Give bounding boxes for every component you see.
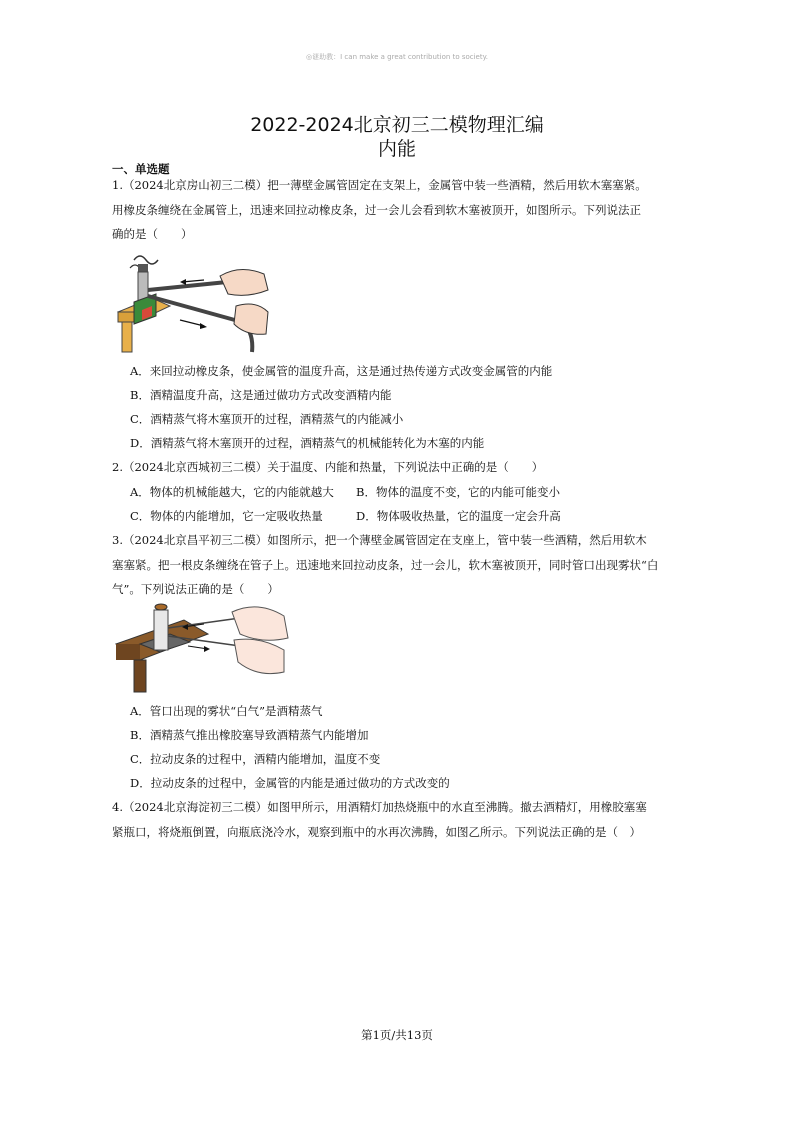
q2-text-line: 2.（2024北京西城初三二模）关于温度、内能和热量，下列说法中正确的是（ ）: [112, 460, 544, 474]
q3-text-line: 塞塞紧。把一根皮条缠绕在管子上。迅速地来回拉动皮条，过一会儿，软木塞被顶开，同时管口出现雾状“白: [112, 558, 659, 572]
q3-figure-metal-tube-pulling-strip: [112, 600, 290, 696]
q1-option-c: C．酒精蒸气将木塞顶开的过程，酒精蒸气的内能减小: [130, 412, 404, 426]
q2-option-a: A．物体的机械能越大，它的内能就越大: [130, 485, 334, 499]
q3-option-d: D．拉动皮条的过程中，金属管的内能是通过做功的方式改变的: [130, 776, 450, 790]
q1-option-b: B．酒精温度升高，这是通过做功方式改变酒精内能: [130, 388, 392, 402]
q4-text-line: 4.（2024北京海淀初三二模）如图甲所示，用酒精灯加热烧瓶中的水直至沸腾。撤去酒精灯，用橡胶塞塞: [112, 800, 647, 814]
document-title: 2022-2024北京初三二模物理汇编: [250, 114, 544, 136]
q3-option-b: B．酒精蒸气推出橡胶塞导致酒精蒸气内能增加: [130, 728, 369, 742]
document-subtitle: 内能: [377, 138, 416, 160]
q3-option-a: A．管口出现的雾状“白气”是酒精蒸气: [130, 704, 323, 718]
q3-text-line: 3.（2024北京昌平初三二模）如图所示，把一个薄壁金属管固定在支座上，管中装一些酒精，然后用软木: [112, 533, 647, 547]
watermark: ◎谜助教：I can make a great contribution to society.: [306, 53, 488, 61]
q4-text-line: 紧瓶口，将烧瓶倒置，向瓶底浇冷水，观察到瓶中的水再次沸腾，如图乙所示。下列说法正确的是（ ）: [112, 825, 641, 839]
q2-option-d: D．物体吸收热量，它的温度一定会升高: [356, 509, 561, 523]
q1-text-line: 用橡皮条缠绕在金属管上，迅速来回拉动橡皮条，过一会儿会看到软木塞被顶开，如图所示。下列说法正: [112, 203, 641, 217]
q3-text-line: 气”。下列说法正确的是（ ）: [112, 582, 279, 596]
q1-text-line: 确的是（ ）: [112, 227, 193, 241]
section-heading: 一、单选题: [112, 162, 170, 176]
q1-text-line: 1.（2024北京房山初三二模）把一薄壁金属管固定在支架上，金属管中装一些酒精，然后用软木塞塞紧。: [112, 178, 647, 192]
q2-option-c: C．物体的内能增加，它一定吸收热量: [130, 509, 323, 523]
q1-option-d: D．酒精蒸气将木塞顶开的过程，酒精蒸气的机械能转化为木塞的内能: [130, 436, 485, 450]
q1-option-a: A．来回拉动橡皮条，使金属管的温度升高，这是通过热传递方式改变金属管的内能: [130, 364, 553, 378]
q1-figure-metal-tube-rubber-strip: [112, 250, 272, 355]
q2-option-b: B．物体的温度不变，它的内能可能变小: [356, 485, 560, 499]
page-footer: 第1页/共13页: [361, 1028, 433, 1042]
q3-option-c: C．拉动皮条的过程中，酒精内能增加，温度不变: [130, 752, 381, 766]
